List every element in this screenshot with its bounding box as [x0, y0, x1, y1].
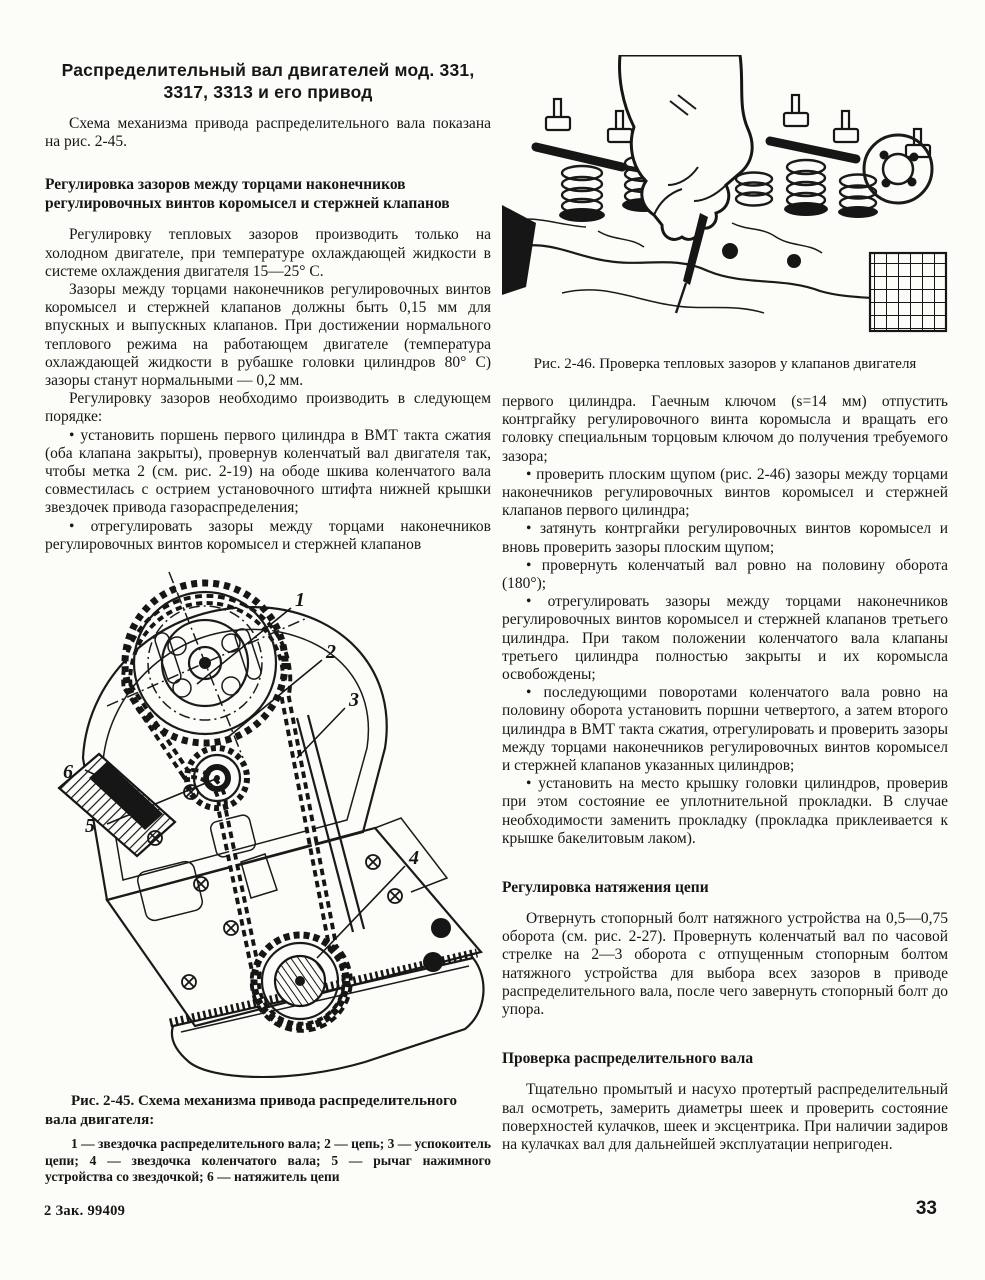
intro-paragraph: Схема механизма привода распределительного вала показана на рис. 2-45.	[45, 115, 491, 151]
page-title: Распределительный вал двигателей мод. 331, 3317, 3313 и его привод	[61, 60, 475, 102]
bullet-item: • последующими поворотами коленчатого вала ровно на половину оборота установить поршни четвертого, а затем второго цилиндра в ВМТ такта сжатия, отрегулировать и проверить зазоры между торцами наконечников регулировочных винтов коромысел и стержней клапанов указанных цилиндров;	[502, 684, 948, 775]
callout-3: 3	[349, 689, 359, 712]
left-column	[45, 55, 491, 1186]
right-column	[502, 55, 948, 1154]
bullet-item: • затянуть контргайки регулировочных винтов коромысел и вновь проверить зазоры плоским щупом;	[502, 520, 948, 556]
paragraph: Тщательно промытый и насухо протертый распределительный вал осмотреть, замерить диаметры шеек и проверить состояние поверхностей кулачков, шеек и эксцентрика. При наличии задиров на кулачках вал для дальнейшей эксплуатации непригоден.	[502, 1081, 948, 1153]
paragraph: Регулировку зазоров необходимо производить в следующем порядке:	[45, 390, 491, 426]
bullet-item: • отрегулировать зазоры между торцами наконечников регулировочных винтов коромысел и стержней клапанов третьего цилиндра. При таком положении коленчатого вала клапаны третьего цилиндра полностью закрыты и их коромысла освобождены;	[502, 593, 948, 684]
paragraph: Отвернуть стопорный болт натяжного устройства на 0,5—0,75 оборота (см. рис. 2-27). Провернуть коленчатый вал по часовой стрелке на 2—3 оборота с отпущенным стопорным болтом натяжного устройства для выбора всех зазоров в приводе распределительного вала, после чего завернуть стопорный болт до упора.	[502, 910, 948, 1019]
paragraph: Зазоры между торцами наконечников регулировочных винтов коромысел и стержней клапанов должны быть 0,15 мм для впускных и выпускных клапанов. При достижении нормального теплового режима на работающем двигателе (температура охлаждающей жидкости в рубашке головки цилиндров 80° С) зазоры станут нормальными — 0,2 мм.	[45, 281, 491, 390]
bullet-item: • установить на место крышку головки цилиндров, проверив при этом состояние ее уплотнительной прокладки. В случае необходимости заменить прокладку (прокладка приклеивается к крышке бакелитовым лаком).	[502, 775, 948, 847]
section-heading-valve-clearance: Регулировка зазоров между торцами наконечников регулировочных винтов коромысел и стержней клапанов	[45, 176, 450, 213]
figure-2-45-diagram	[45, 566, 491, 1078]
callout-6: 6	[63, 761, 73, 784]
callout-1: 1	[295, 589, 305, 612]
bullet-item: • проверить плоским щупом (рис. 2-46) зазоры между торцами наконечников регулировочных винтов коромысел и стержней клапанов первого цилиндра;	[502, 465, 948, 520]
figure-2-46-illustration	[502, 55, 948, 343]
bullet-item: • провернуть коленчатый вал ровно на половину оборота (180°);	[502, 556, 948, 593]
section-heading-chain-tension: Регулировка натяжения цепи	[502, 879, 709, 897]
section-heading-camshaft-check: Проверка распределительного вала	[502, 1050, 754, 1068]
bullet-item: • отрегулировать зазоры между торцами наконечников регулировочных винтов коромысел и стержней клапанов	[45, 517, 491, 553]
callout-2: 2	[326, 641, 336, 664]
continued-paragraph: первого цилиндра. Гаечным ключом (s=14 мм) отпустить контргайку регулировочного винта коромысла и вращать его головку специальным торцовым ключом до получения требуемого зазора;	[502, 393, 948, 465]
figure-2-45-legend: 1 — звездочка распределительного вала; 2 — цепь; 3 — успокоитель цепи; 4 — звездочка коленчатого вала; 5 — рычаг нажимного устройства со звездочкой; 6 — натяжитель цепи	[45, 1136, 491, 1185]
figure-2-46-caption: Рис. 2-46. Проверка тепловых зазоров у клапанов двигателя	[533, 356, 917, 372]
paragraph: Регулировку тепловых зазоров производить только на холодном двигателе, при температуре охлаждающей жидкости в системе охлаждения двигателя 15—25° С.	[45, 226, 491, 280]
callout-4: 4	[409, 847, 419, 870]
bullet-item: • установить поршень первого цилиндра в ВМТ такта сжатия (оба клапана закрыты), провернув коленчатый вал двигателя так, чтобы метка 2 (см. рис. 2-19) на ободе шкива коленчатого вала совместилась с острием установочного штифта нижней крышки звездочек привода газораспределения;	[45, 426, 491, 517]
callout-5: 5	[85, 815, 95, 838]
page-number: 33	[915, 1198, 937, 1219]
footer-print-mark: 2 Зак. 99409	[44, 1203, 126, 1219]
figure-2-45-caption: Рис. 2-45. Схема механизма привода распределительного вала двигателя:	[45, 1093, 458, 1129]
